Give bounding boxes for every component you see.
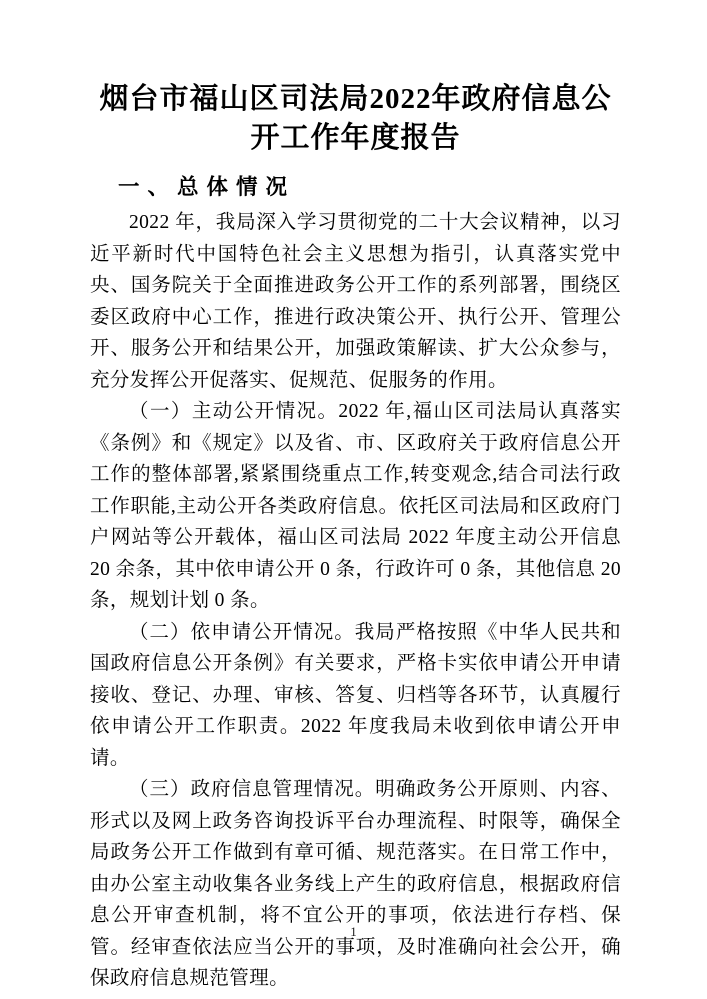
paragraph-proactive-disclosure: （一）主动公开情况。2022 年,福山区司法局认真落实《条例》和《规定》以及省、市、区政府关于政府信息公开工作的整体部署,紧紧围绕重点工作,转变观念,结合司法行政工作职能,主动公开各类政府信息。依托区司法局和区政府门户网站等公开载体，福山区司法局 2022 年度主动公开信息 20 余条，其中依申请公开 0 条，行政许可 0 条，其他信息 20 条，规划计划 0 条。: [90, 401, 621, 611]
page-number: 1: [350, 924, 357, 939]
page-footer: [0, 923, 707, 941]
paragraph-disclosure-upon-request: （二）依申请公开情况。我局严格按照《中华人民共和国政府信息公开条例》有关要求，严格卡实依申请公开申请接收、登记、办理、审核、答复、归档等各环节，认真履行依申请公开工作职责。2022 年度我局未收到依申请公开申请。: [90, 621, 621, 769]
paragraph-intro: 2022 年，我局深入学习贯彻党的二十大会议精神，以习近平新时代中国特色社会主义思想为指引，认真落实党中央、国务院关于全面推进政务公开工作的系列部署，围绕区委区政府中心工作，推进行政决策公开、执行公开、管理公开、服务公开和结果公开，加强政策解读、扩大公众参与，充分发挥公开促落实、促规范、促服务的作用。: [90, 212, 621, 391]
section-heading-overall-situation: 一、总体情况: [118, 175, 296, 199]
paragraph-information-management: （三）政府信息管理情况。明确政务公开原则、内容、形式以及网上政务咨询投诉平台办理流程、时限等，确保全局政务公开工作做到有章可循、规范落实。在日常工作中，由办公室主动收集各业务线上产生的政府信息，根据政府信息公开审查机制，将不宜公开的事项，依法进行存档、保管。经审查依法应当公开的事项，及时准确向社会公开，确保政府信息规范管理。: [90, 779, 621, 989]
section-body: [90, 207, 621, 995]
document-title: 烟台市福山区司法局2022年政府信息公开工作年度报告: [99, 83, 612, 154]
